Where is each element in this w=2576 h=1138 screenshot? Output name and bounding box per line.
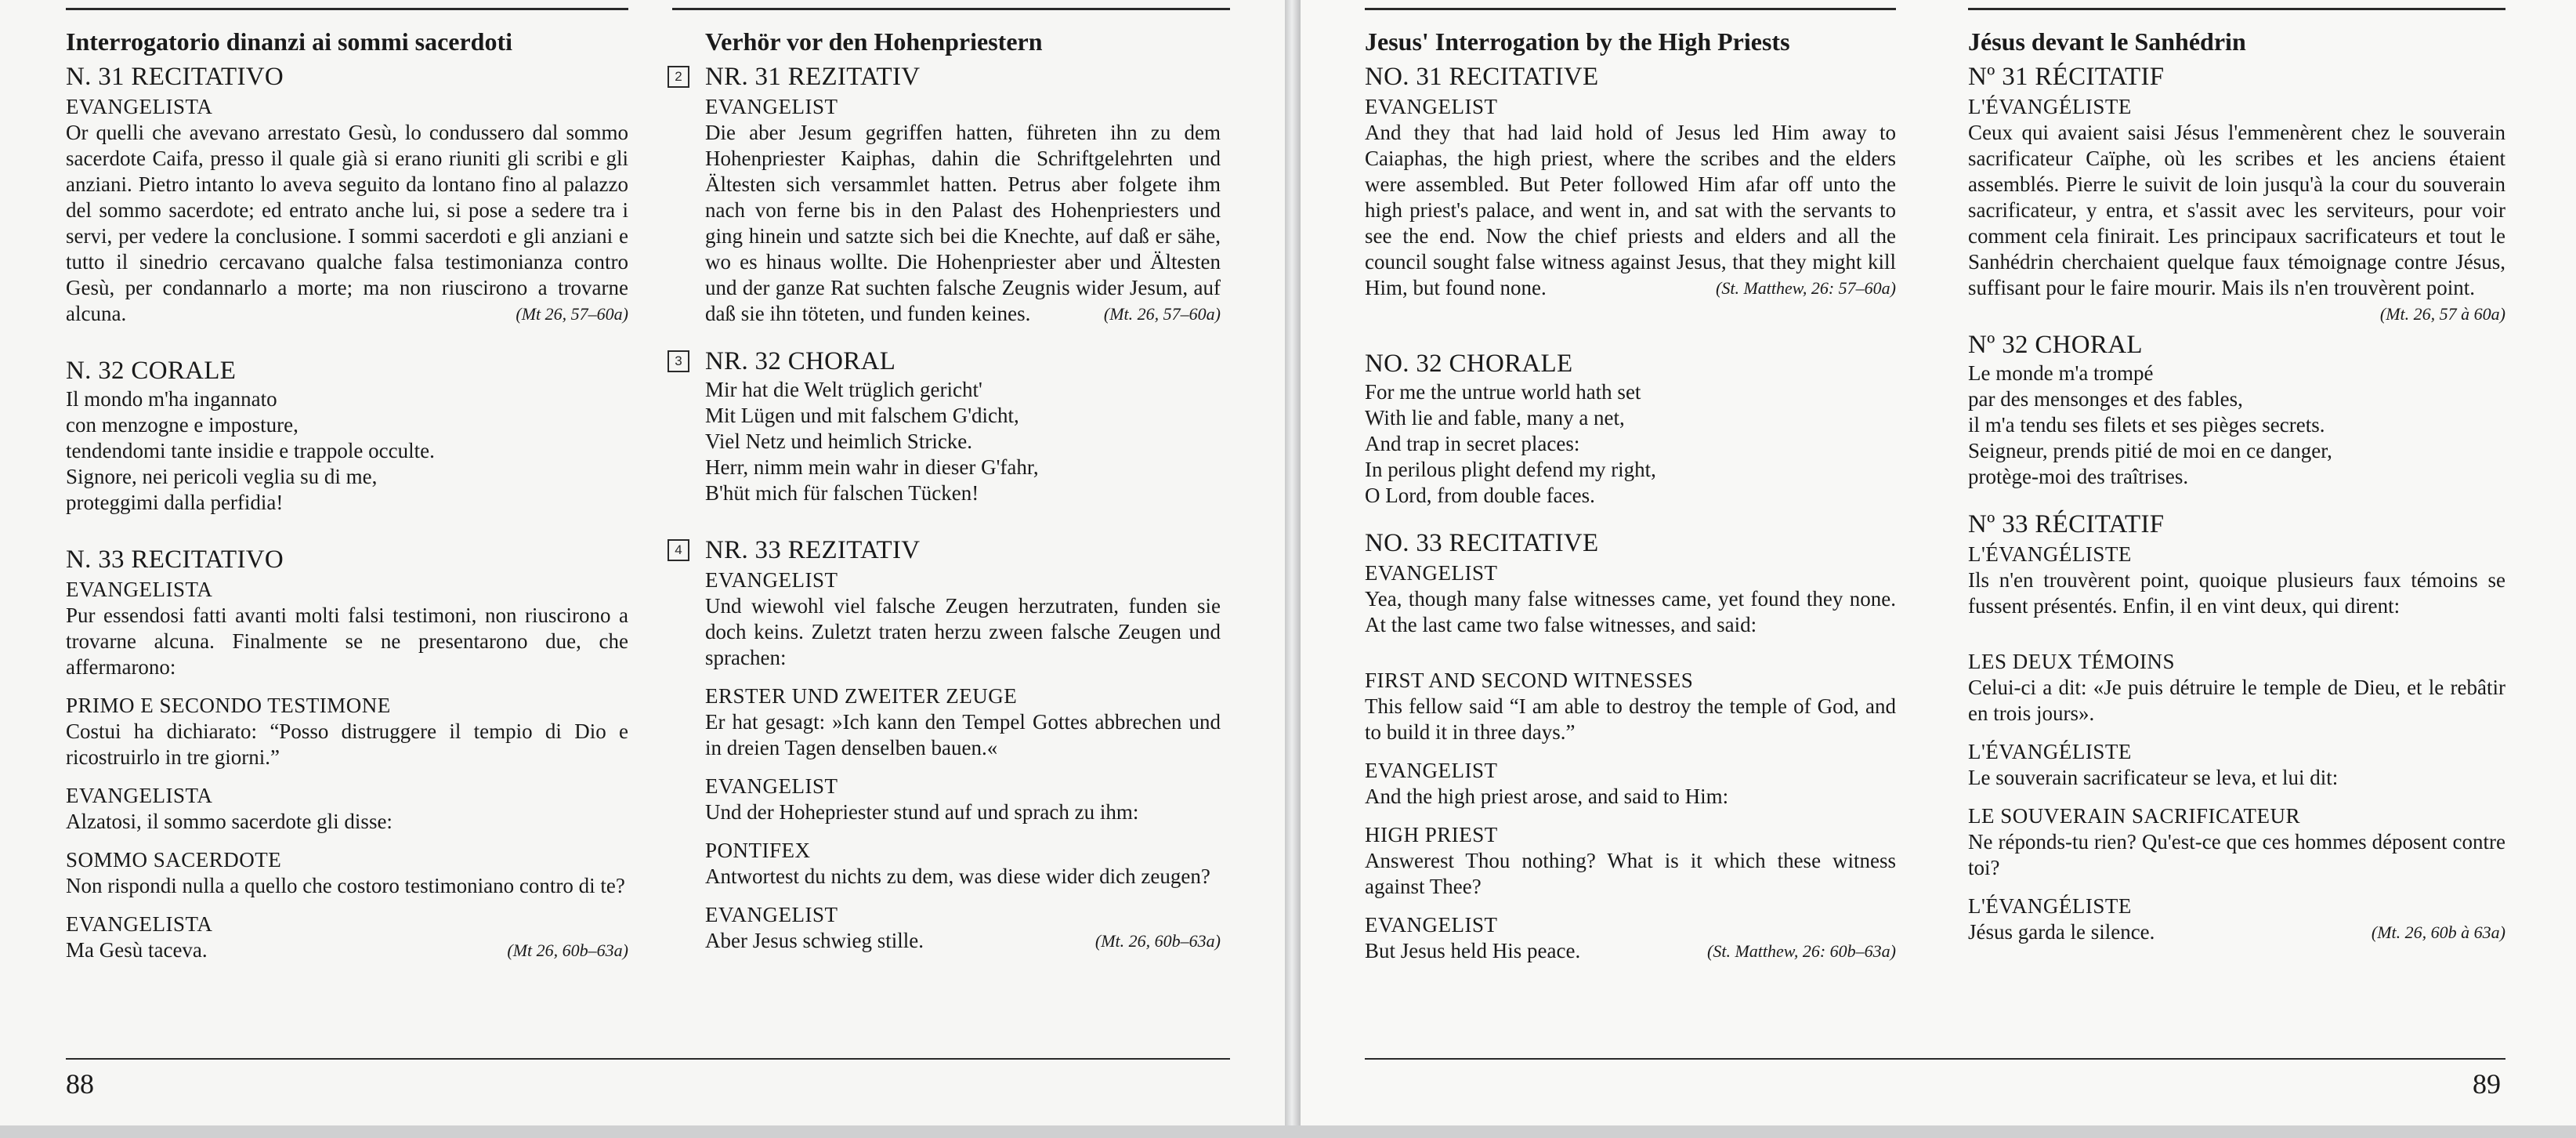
number-block <box>675 535 1221 566</box>
scripture-reference: (Mt. 26, 60b à 63a) <box>2371 922 2505 942</box>
role-label: EVANGELISTA <box>66 95 213 118</box>
recitative-text: Costui ha dichiarato: “Posso distruggere il tempio di Dio e ricostruirlo in tre giorni.” <box>66 719 628 769</box>
recitative-text: And they that had laid hold of Jesus led Him away to Caiaphas, the high priest, where the scribes and the elders were assembled. But Peter followed Him afar off unto the high priest's palace, and went in, and sat with the servants to see the end. Now the chief priests and elders and all the council sought false witness against Jesus, that they might kill Him, but found none. (St. Matthew, 26: 57–60a) <box>1365 121 1896 299</box>
section-title: Jesus' Interrogation by the High Priests <box>1365 27 1790 56</box>
right-page <box>1301 0 2576 1125</box>
number-heading: NR. 33 REZITATIV <box>705 536 921 564</box>
recitative-text: Und wiewohl viel falsche Zeugen herzutraten, funden sie doch keins. Zuletzt traten herzu zween falsche Zeugen und sprachen: <box>705 594 1221 669</box>
role-label: EVANGELIST <box>1365 95 1498 118</box>
role-label: LE SOUVERAIN SACRIFICATEUR <box>1968 804 2301 828</box>
section-title: Jésus devant le Sanhédrin <box>1968 27 2246 56</box>
recitative-text: Ma Gesù taceva. (Mt 26, 60b–63a) <box>66 938 628 962</box>
book-gutter <box>1285 0 1301 1138</box>
role-label: L'ÉVANGÉLISTE <box>1968 740 2132 763</box>
chorale-line: il m'a tendu ses filets et ses pièges secrets. <box>1968 413 2325 437</box>
recitative-text: Er hat gesagt: »Ich kann den Tempel Gottes abbrechen und in dreien Tagen denselben bauen.« <box>705 710 1221 759</box>
chorale-line: Signore, nei pericoli veglia su di me, <box>66 465 378 488</box>
scripture-reference: (Mt. 26, 57 à 60a) <box>2379 304 2505 324</box>
role-label: LES DEUX TÉMOINS <box>1968 650 2175 673</box>
chorale-line: B'hüt mich für falschen Tücken! <box>705 481 979 505</box>
recitative-text: Alzatosi, il sommo sacerdote gli disse: <box>66 810 393 833</box>
chorale-line: Viel Netz und heimlich Stricke. <box>705 429 973 453</box>
role-label: EVANGELIST <box>705 568 838 592</box>
number-block <box>675 61 1221 92</box>
scripture-reference: (St. Matthew, 26: 60b–63a) <box>1707 941 1896 961</box>
top-rule-german <box>672 8 1230 10</box>
section-title: Verhör vor den Hohenpriestern <box>705 27 1043 56</box>
number-heading: NO. 32 CHORALE <box>1365 350 1573 378</box>
number-heading: N. 32 CORALE <box>66 357 237 385</box>
recitative-text: Jésus garda le silence. (Mt. 26, 60b à 63a) <box>1968 920 2505 944</box>
recitative-text: Non rispondi nulla a quello che costoro testimoniano contro di te? <box>66 874 625 897</box>
recitative-text: Ne réponds-tu rien? Qu'est-ce que ces hommes déposent contre toi? <box>1968 830 2505 879</box>
role-label: EVANGELIST <box>705 95 838 118</box>
role-label: L'ÉVANGÉLISTE <box>1968 894 2132 918</box>
role-label: EVANGELIST <box>1365 561 1498 585</box>
column-french <box>1968 27 2505 945</box>
chorale-line: proteggimi dalla perfidia! <box>66 491 284 514</box>
number-heading: Nº 31 RÉCITATIF <box>1968 63 2165 91</box>
role-label: FIRST AND SECOND WITNESSES <box>1365 669 1694 692</box>
chorale-line: And trap in secret places: <box>1365 432 1580 455</box>
recitative-text: Antwortest du nichts zu dem, was diese wider dich zeugen? <box>705 864 1210 888</box>
number-heading: NR. 32 CHORAL <box>705 347 896 375</box>
role-label: L'ÉVANGÉLISTE <box>1968 542 2132 566</box>
track-number-box: 4 <box>668 539 689 561</box>
chorale-line: Mir hat die Welt trüglich gericht' <box>705 378 982 401</box>
number-heading: Nº 32 CHORAL <box>1968 331 2143 359</box>
role-label: EVANGELIST <box>1365 759 1498 782</box>
chorale-line: Mit Lügen und mit falschem G'dicht, <box>705 404 1019 427</box>
scripture-reference: (Mt. 26, 60b–63a) <box>1094 931 1221 951</box>
role-label: SOMMO SACERDOTE <box>66 848 282 872</box>
role-label: PRIMO E SECONDO TESTIMONE <box>66 694 391 717</box>
track-number-box: 3 <box>668 350 689 372</box>
scripture-reference: (Mt. 26, 57–60a) <box>1103 304 1221 324</box>
scripture-reference: (St. Matthew, 26: 57–60a) <box>1716 278 1896 298</box>
chorale-line: protège-moi des traîtrises. <box>1968 465 2189 488</box>
recitative-text: And the high priest arose, and said to Him: <box>1365 785 1729 808</box>
number-heading: N. 31 RECITATIVO <box>66 63 284 91</box>
role-label: EVANGELIST <box>1365 913 1498 937</box>
role-label: EVANGELIST <box>705 903 838 926</box>
recitative-text: Or quelli che avevano arrestato Gesù, lo condussero dal sommo sacerdote Caifa, presso il quale già si erano riuniti gli scribi e gli anziani. Pietro intanto lo aveva seguito da lontano fino al palazzo del sommo sacerdote; ed entrato anche lui, si pose a sedere tra i servi, per vedere la conclusione. I sommi sacerdoti e gli anziani e tutto il sinedrio cercavano qualche falsa testimonianza contro Gesù, per condannarlo a morte; ma non riuscirono a trovarne alcuna. (Mt 26, 57–60a) <box>66 121 628 325</box>
recitative-text: This fellow said “I am able to destroy the temple of God, and to build it in three days.” <box>1365 694 1896 744</box>
top-rule-italian <box>66 8 628 10</box>
number-heading: Nº 33 RÉCITATIF <box>1968 510 2165 538</box>
recitative-text: Celui-ci a dit: «Je puis détruire le temple de Dieu, et le rebâtir en trois jours». <box>1968 676 2505 725</box>
chorale-line: Seigneur, prends pitié de moi en ce danger, <box>1968 439 2332 462</box>
recitative-text: Yea, though many false witnesses came, yet found they none. At the last came two false witnesses, and said: <box>1365 587 1896 636</box>
number-heading: NO. 31 RECITATIVE <box>1365 63 1599 91</box>
recitative-text: Le souverain sacrificateur se leva, et lui dit: <box>1968 766 2339 789</box>
page-number: 88 <box>66 1068 94 1100</box>
chorale-line: Il mondo m'ha ingannato <box>66 387 277 411</box>
left-page <box>0 0 1285 1125</box>
page-bottom-edge <box>0 1125 2576 1138</box>
number-heading: NR. 31 REZITATIV <box>705 63 921 91</box>
number-block <box>675 346 1221 377</box>
chorale-line: For me the untrue world hath set <box>1365 380 1641 404</box>
recitative-text: Ceux qui avaient saisi Jésus l'emmenèrent chez le souverain sacrificateur Caïphe, où les scribes et les anciens étaient assemblés. Pierre le suivit de loin jusqu'à la cour du souverain sacrificateur, y entra, et s'assit avec les serviteurs, pour voir comment cela finirait. Les principaux sacrificateurs et tout le Sanhédrin cherchaient quelque faux témoignage contre Jésus, suffisant pour le faire mourir. Mais ils n'en trouvèrent point. (Mt. 26, 57 à 60a) <box>1968 120 2505 301</box>
page-number: 89 <box>2473 1068 2501 1100</box>
chorale-line: O Lord, from double faces. <box>1365 484 1595 507</box>
recitative-text: Pur essendosi fatti avanti molti falsi testimoni, non riuscirono a trovarne alcuna. Finalmente se ne presentarono due, che affermarono: <box>66 603 628 679</box>
column-german <box>675 27 1221 954</box>
role-label: EVANGELIST <box>705 774 838 798</box>
role-label: EVANGELISTA <box>66 912 213 936</box>
number-heading: NO. 33 RECITATIVE <box>1365 529 1599 557</box>
recitative-text: Die aber Jesum gegriffen hatten, führeten ihn zu dem Hohenpriester Kaiphas, dahin die Schriftgelehrten und Ältesten sich versammlet hatten. Petrus aber folgete ihm nach von ferne bis in den Palast des Hohenpriesters und ging hinein und satzte sich bei die Knechte, auf daß er sähe, wo es hinaus wollte. Die Hohenpriester aber und Ältesten und der ganze Rat suchten falsche Zeugnis wider Jesum, auf daß sie ihn töteten, und funden keines. (Mt. 26, 57–60a) <box>705 121 1221 325</box>
recitative-text: But Jesus held His peace. (St. Matthew, 26: 60b–63a) <box>1365 939 1896 962</box>
top-rule-french <box>1968 8 2505 10</box>
chorale-line: With lie and fable, many a net, <box>1365 406 1625 429</box>
chorale-line: con menzogne e imposture, <box>66 413 298 437</box>
track-number-box: 2 <box>668 66 689 88</box>
chorale-line: par des mensonges et des fables, <box>1968 387 2243 411</box>
scripture-reference: (Mt 26, 60b–63a) <box>507 940 628 960</box>
scripture-reference: (Mt 26, 57–60a) <box>516 304 628 324</box>
column-italian <box>66 27 628 963</box>
chorale-line: Le monde m'a trompé <box>1968 361 2154 385</box>
number-heading: N. 33 RECITATIVO <box>66 545 284 574</box>
chorale-line: Herr, nimm mein wahr in dieser G'fahr, <box>705 455 1039 479</box>
role-label: EVANGELISTA <box>66 578 213 601</box>
top-rule-english <box>1365 8 1896 10</box>
recitative-text: Ils n'en trouvèrent point, quoique plusieurs faux témoins se fussent présentés. Enfin, il en vint deux, qui dirent: <box>1968 568 2505 618</box>
recitative-text: Aber Jesus schwieg stille. (Mt. 26, 60b–63a) <box>705 929 1221 952</box>
chorale-line: tendendomi tante insidie e trappole occulte. <box>66 439 435 462</box>
role-label: EVANGELISTA <box>66 784 213 807</box>
role-label: L'ÉVANGÉLISTE <box>1968 95 2132 118</box>
recitative-text: Answerest Thou nothing? What is it which these witness against Thee? <box>1365 849 1896 898</box>
role-label: HIGH PRIEST <box>1365 823 1498 846</box>
bottom-rule <box>1365 1058 2505 1060</box>
column-english <box>1365 27 1896 964</box>
recitative-text: Und der Hohepriester stund auf und sprach zu ihm: <box>705 800 1139 824</box>
chorale-line: In perilous plight defend my right, <box>1365 458 1656 481</box>
role-label: ERSTER UND ZWEITER ZEUGE <box>705 684 1018 708</box>
bottom-rule <box>66 1058 1230 1060</box>
role-label: PONTIFEX <box>705 839 811 862</box>
section-title: Interrogatorio dinanzi ai sommi sacerdoti <box>66 27 513 56</box>
